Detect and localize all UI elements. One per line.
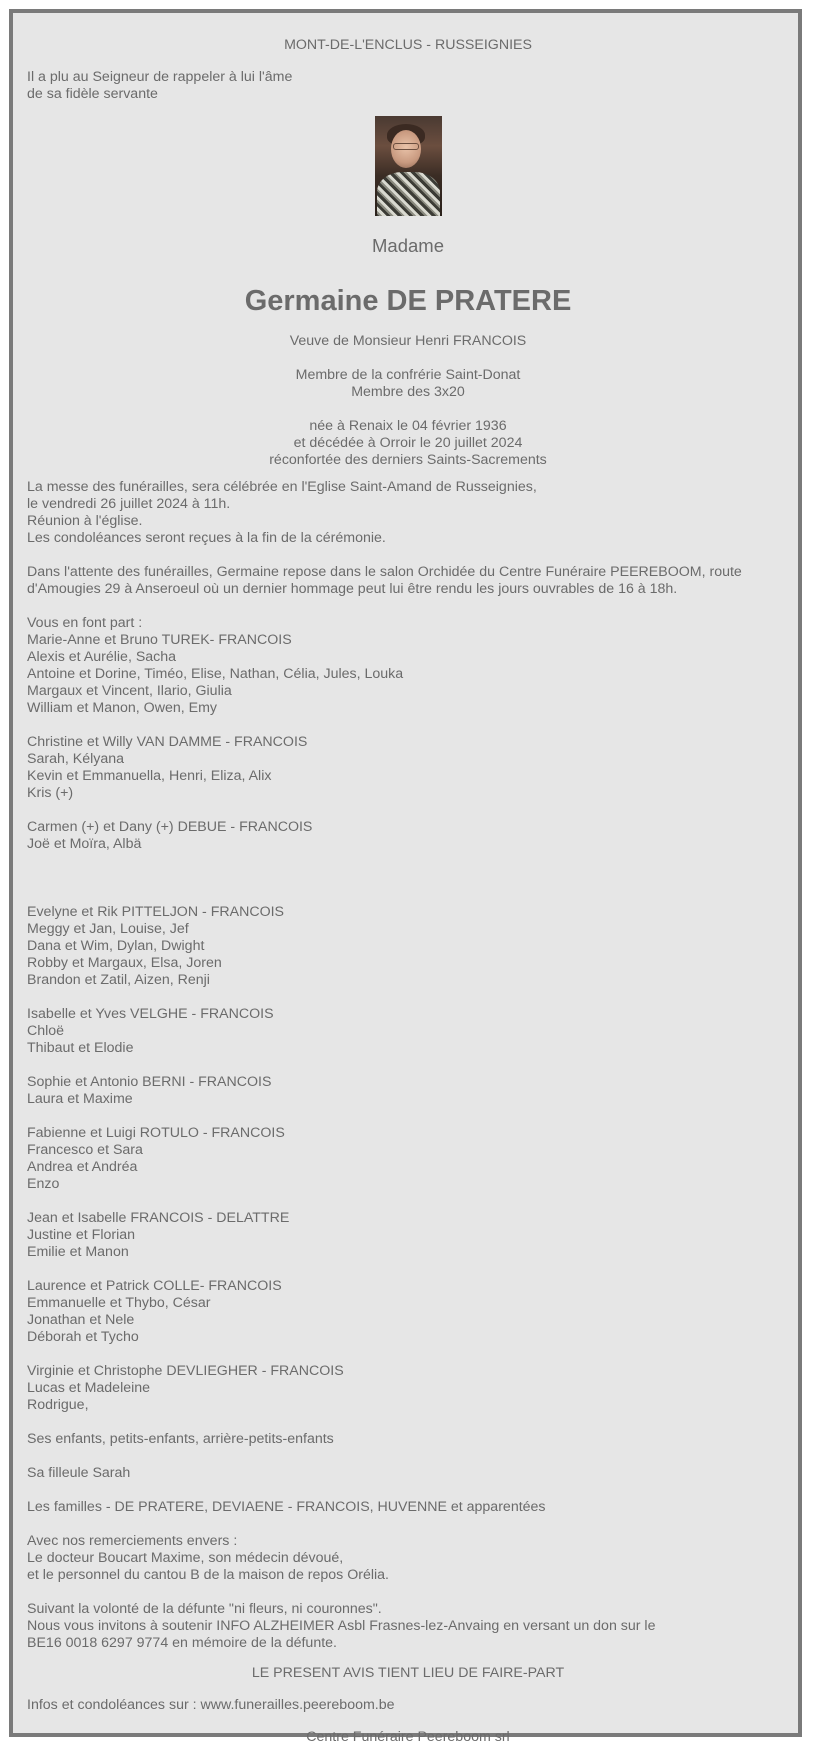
family-intro: Vous en font part : xyxy=(27,615,143,631)
family-line: Enzo xyxy=(27,1176,60,1192)
wishes-line: BE16 0018 6297 9774 en mémoire de la défunte. xyxy=(27,1635,337,1651)
families-line: Les familles - DE PRATERE, DEVIAENE - FRANCOIS, HUVENNE et apparentées xyxy=(27,1499,546,1515)
family-line: Rodrigue, xyxy=(27,1397,89,1413)
family-line: Brandon et Zatil, Aizen, Renji xyxy=(27,972,210,988)
memberships xyxy=(27,367,789,401)
intro-line: Il a plu au Seigneur de rappeler à lui l'âme xyxy=(27,69,293,85)
family-line: Robby et Margaux, Elsa, Joren xyxy=(27,955,222,971)
portrait-photo xyxy=(375,116,442,216)
family-list xyxy=(27,615,789,1516)
family-group xyxy=(27,819,789,853)
family-group xyxy=(27,1074,789,1108)
wishes-line: Nous vous invitons à soutenir INFO ALZHEIMER Asbl Frasnes-lez-Anvaing en versant un don sur le xyxy=(27,1618,656,1634)
deceased-name: Germaine DE PRATERE xyxy=(244,285,572,317)
footer-line: Centre Funéraire Peereboom srl xyxy=(306,1729,510,1745)
membership-line: Membre des 3x20 xyxy=(351,384,465,400)
funeral-line: Réunion à l'église. xyxy=(27,513,143,529)
thanks-line: Avec nos remerciements envers : xyxy=(27,1533,238,1549)
photo-container xyxy=(27,116,789,216)
family-group xyxy=(27,1210,789,1261)
children-line: Ses enfants, petits-enfants, arrière-petits-enfants xyxy=(27,1431,334,1447)
family-line: Sarah, Kélyana xyxy=(27,751,125,767)
thanks-section xyxy=(27,1533,789,1584)
family-line: Thibaut et Elodie xyxy=(27,1040,134,1056)
family-line: Carmen (+) et Dany (+) DEBUE - FRANCOIS xyxy=(27,819,313,835)
life-dates xyxy=(27,418,789,469)
family-group xyxy=(27,1363,789,1414)
family-line: Christine et Willy VAN DAMME - FRANCOIS xyxy=(27,734,308,750)
family-group xyxy=(27,632,789,717)
funeral-line: La messe des funérailles, sera célébrée en l'Eglise Saint-Amand de Russeignies, xyxy=(27,479,537,495)
family-line: Kevin et Emmanuella, Henri, Eliza, Alix xyxy=(27,768,272,784)
family-line: William et Manon, Owen, Emy xyxy=(27,700,218,716)
repose-info xyxy=(27,564,789,598)
widow-line: Veuve de Monsieur Henri FRANCOIS xyxy=(289,333,527,349)
family-line: Antoine et Dorine, Timéo, Elise, Nathan, Célia, Jules, Louka xyxy=(27,666,404,682)
funeral-line: le vendredi 26 juillet 2024 à 11h. xyxy=(27,496,231,512)
family-line: Fabienne et Luigi ROTULO - FRANCOIS xyxy=(27,1125,285,1141)
family-line: Chloë xyxy=(27,1023,65,1039)
family-line: Kris (+) xyxy=(27,785,74,801)
notice-line: LE PRESENT AVIS TIENT LIEU DE FAIRE-PART xyxy=(251,1665,565,1681)
family-line: Emilie et Manon xyxy=(27,1244,129,1260)
family-line: Andrea et Andréa xyxy=(27,1159,138,1175)
obituary-content xyxy=(27,27,789,1746)
family-line: Meggy et Jan, Louise, Jef xyxy=(27,921,189,937)
funeral-info xyxy=(27,479,789,547)
honorific: Madame xyxy=(372,235,444,256)
thanks-line: Le docteur Boucart Maxime, son médecin dévoué, xyxy=(27,1550,344,1566)
family-group xyxy=(27,1006,789,1057)
family-line: Joë et Moïra, Albä xyxy=(27,836,142,852)
intro-line: de sa fidèle servante xyxy=(27,86,158,102)
family-line: Sophie et Antonio BERNI - FRANCOIS xyxy=(27,1074,272,1090)
family-line: Marie-Anne et Bruno TUREK- FRANCOIS xyxy=(27,632,292,648)
family-line: Jean et Isabelle FRANCOIS - DELATTRE xyxy=(27,1210,290,1226)
family-line: Isabelle et Yves VELGHE - FRANCOIS xyxy=(27,1006,274,1022)
family-line: Margaux et Vincent, Ilario, Giulia xyxy=(27,683,232,699)
repose-line: d'Amougies 29 à Anseroeul où un dernier hommage peut lui être rendu les jours ouvrables de 16 à 18h. xyxy=(27,581,678,597)
membership-line: Membre de la confrérie Saint-Donat xyxy=(295,367,521,383)
repose-line: Dans l'attente des funérailles, Germaine repose dans le salon Orchidée du Centre Funéraire PEEREBOOM, route xyxy=(27,564,742,580)
birth-line: née à Renaix le 04 février 1936 xyxy=(309,418,507,434)
family-line: Jonathan et Nele xyxy=(27,1312,135,1328)
family-line: Dana et Wim, Dylan, Dwight xyxy=(27,938,205,954)
family-group xyxy=(27,1125,789,1193)
location-heading: MONT-DE-L'ENCLUS - RUSSEIGNIES xyxy=(284,37,532,53)
wishes-line: Suivant la volonté de la défunte "ni fleurs, ni couronnes". xyxy=(27,1601,382,1617)
godchild-line: Sa filleule Sarah xyxy=(27,1465,131,1481)
family-line: Virginie et Christophe DEVLIEGHER - FRANCOIS xyxy=(27,1363,344,1379)
wishes-section xyxy=(27,1601,789,1652)
intro-text xyxy=(27,69,789,103)
family-group xyxy=(27,734,789,802)
family-line: Lucas et Madeleine xyxy=(27,1380,151,1396)
family-line: Déborah et Tycho xyxy=(27,1329,139,1345)
funeral-line: Les condoléances seront reçues à la fin de la cérémonie. xyxy=(27,530,386,546)
family-line: Alexis et Aurélie, Sacha xyxy=(27,649,177,665)
info-line: Infos et condoléances sur : www.funerailles.peereboom.be xyxy=(27,1697,395,1713)
thanks-line: et le personnel du cantou B de la maison de repos Orélia. xyxy=(27,1567,390,1583)
sacraments-line: réconfortée des derniers Saints-Sacrements xyxy=(269,452,547,468)
family-line: Laurence et Patrick COLLE- FRANCOIS xyxy=(27,1278,282,1294)
family-line: Francesco et Sara xyxy=(27,1142,143,1158)
obituary-card xyxy=(9,9,802,1745)
family-line: Evelyne et Rik PITTELJON - FRANCOIS xyxy=(27,904,285,920)
family-line: Laura et Maxime xyxy=(27,1091,133,1107)
family-line: Emmanuelle et Thybo, César xyxy=(27,1295,211,1311)
family-group xyxy=(27,904,789,989)
family-group xyxy=(27,1278,789,1346)
family-line: Justine et Florian xyxy=(27,1227,136,1243)
death-line: et décédée à Orroir le 20 juillet 2024 xyxy=(293,435,523,451)
